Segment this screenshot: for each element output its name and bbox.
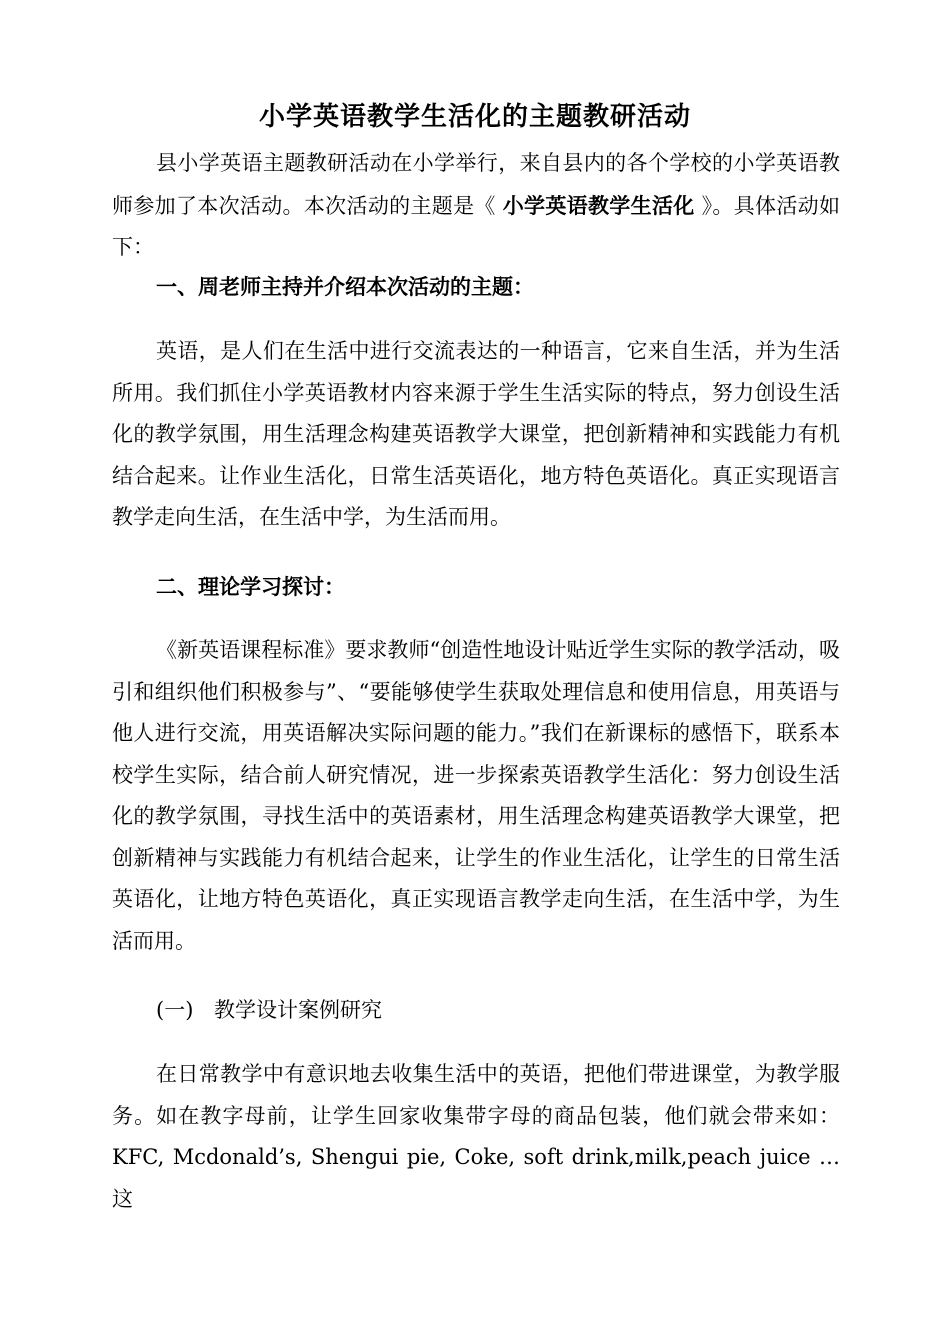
section-2-heading: 二、理论学习探讨： (156, 574, 345, 599)
subsection-1-heading (156, 994, 382, 1024)
document-title: 小学英语教学生活化的主题教研活动 (258, 102, 691, 132)
section-2-body: 《新英语课程标准》要求教师“创造性地设计贴近学生实际的教学活动，吸引和组织他们积极参与”、“要能够使学生获取处理信息和使用信息，用英语与他人进行交流，用英语解决实际问题的能力。”我们在新课标的感悟下，联系本校学生实际，结合前人研究情况，进一步探索英语教学生活化：努力创设生活化的教学氛围，寻找生活中的英语素材，用生活理念构建英语教学大课堂，把创新精神与实践能力有机结合起来，让学生的作业生活化，让学生的日常生活英语化，让地方特色英语化，真正实现语言教学走向生活，在生活中学，为生活而用。 (112, 638, 840, 953)
subsection-1-body: 在日常教学中有意识地去收集生活中的英语，把他们带进课堂，为教学服务。如在教字母前，让学生回家收集带字母的商品包装，他们就会带来如：KFC, Mcdonald’s, Shengui pie, Coke, soft drink,milk,peach juice …这 (112, 1062, 840, 1211)
section-1-body: 英语，是人们在生活中进行交流表达的一种语言，它来自生活，并为生活所用。我们抓住小学英语教材内容来源于学生生活实际的特点，努力创设生活化的教学氛围，用生活理念构建英语教学大课堂，把创新精神和实践能力有机结合起来。让作业生活化，日常生活英语化，地方特色英语化。真正实现语言教学走向生活，在生活中学，为生活而用。 (112, 339, 840, 529)
subsection-1-title: 教学设计案例研究 (214, 998, 382, 1022)
section-1-heading: 一、周老师主持并介绍本次活动的主题： (156, 274, 534, 299)
intro-text-part1: 县小学英语主题教研活动在小学举行，来自县内的各个学校的小学英语教师参加了本次活动。本次活动的主题是《 (112, 151, 840, 218)
intro-topic: 小学英语教学生活化 (502, 192, 695, 218)
subsection-1-number: (一) (156, 998, 194, 1022)
intro-paragraph (112, 143, 840, 269)
intro-text-part2: 》。具体活动如下： (112, 193, 840, 259)
